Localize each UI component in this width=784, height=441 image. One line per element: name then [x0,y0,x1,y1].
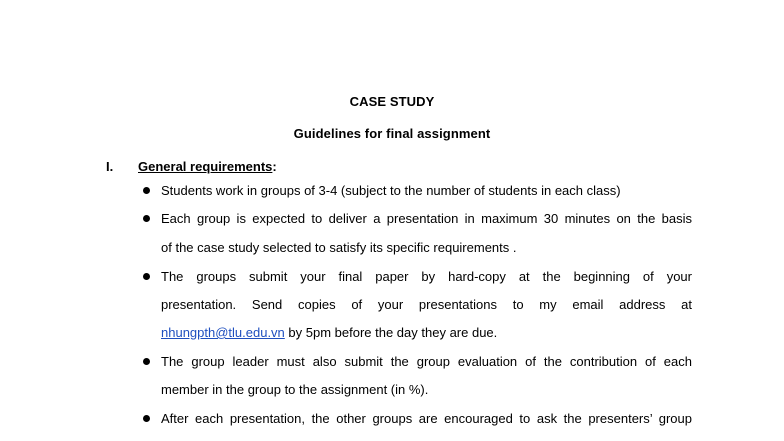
bullet-5-line-1: After each presentation, the other groups are encouraged to ask the presenters’ group [161,411,692,426]
bullet-dot [143,215,150,222]
document-title: CASE STUDY [349,94,435,109]
bullet-1-line-1: Students work in groups of 3-4 (subject to the number of students in each class) [161,183,621,198]
bullet-dot [143,187,150,194]
section-heading [138,159,277,175]
bullet-4-line-2: member in the group to the assignment (in %). [161,382,429,397]
bullet-4-line-1: The group leader must also submit the group evaluation of the contribution of each [161,354,692,369]
section-title: General requirements [138,159,273,174]
bullet-3-line-3 [161,325,692,341]
bullet-3-line-1: The groups submit your final paper by hard-copy at the beginning of your [161,269,692,284]
document-subtitle: Guidelines for final assignment [293,126,491,141]
email-link[interactable]: nhungpth@tlu.edu.vn [161,325,285,340]
section-number: I. [106,159,114,174]
bullet-dot [143,415,150,422]
bullet-3-line-3-rest: by 5pm before the day they are due. [284,325,498,340]
bullet-2-line-1: Each group is expected to deliver a presentation in maximum 30 minutes on the basis [161,211,692,226]
bullet-3-line-2: presentation. Send copies of your presentations to my email address at [161,297,692,312]
section-title-colon: : [272,159,277,174]
bullet-2-line-2: of the case study selected to satisfy its specific requirements . [161,240,517,255]
bullet-dot [143,273,150,280]
bullet-dot [143,358,150,365]
